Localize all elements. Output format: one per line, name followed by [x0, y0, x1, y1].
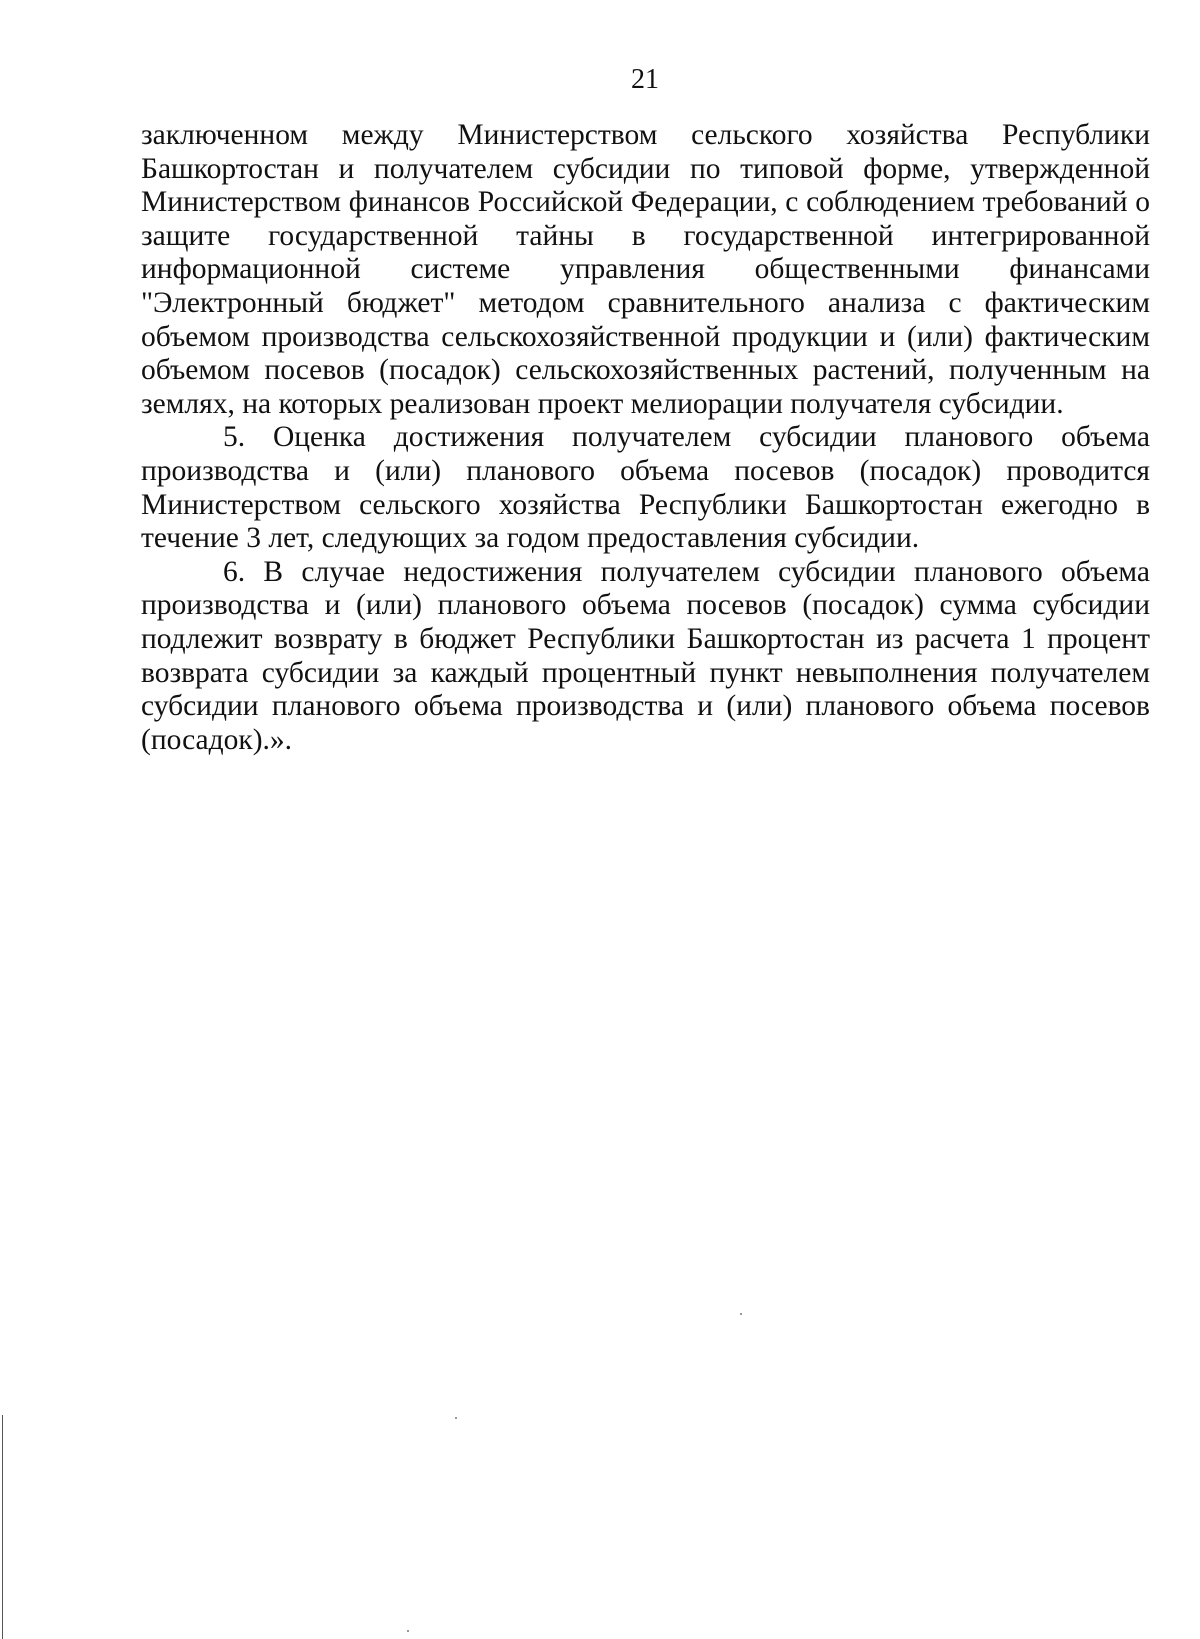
scan-speck — [407, 1630, 409, 1632]
scan-speck — [740, 1313, 742, 1315]
paragraph-item-5: 5. Оценка достижения получателем субсидии планового объема производства и (или) планового объема посевов (посадок) проводится Министерством сельского хозяйства Республики Башкортостан ежегодно в течение 3 лет, следующих за годом предоставления субсидии. — [141, 421, 1150, 555]
page-number: 21 — [631, 64, 659, 95]
scan-edge-line — [2, 1415, 3, 1639]
document-body — [141, 119, 1150, 757]
paragraph-continuation: заключенном между Министерством сельского хозяйства Республики Башкортостан и получателем субсидии по типовой форме, утвержденной Министерством финансов Российской Федерации, с соблюдением требований о защите государственной тайны в государственной интегрированной информационной системе управления общественными финансами "Электронный бюджет" методом сравнительного анализа с фактическим объемом производства сельскохозяйственной продукции и (или) фактическим объемом посевов (посадок) сельскохозяйственных растений, полученным на землях, на которых реализован проект мелиорации получателя субсидии. — [141, 119, 1150, 420]
scan-speck — [455, 1417, 457, 1419]
paragraph-item-6: 6. В случае недостижения получателем субсидии планового объема производства и (или) планового объема посевов (посадок) сумма субсидии подлежит возврату в бюджет Республики Башкортостан из расчета 1 процент возврата субсидии за каждый процентный пункт невыполнения получателем субсидии планового объема производства и (или) планового объема посевов (посадок).». — [141, 555, 1150, 756]
